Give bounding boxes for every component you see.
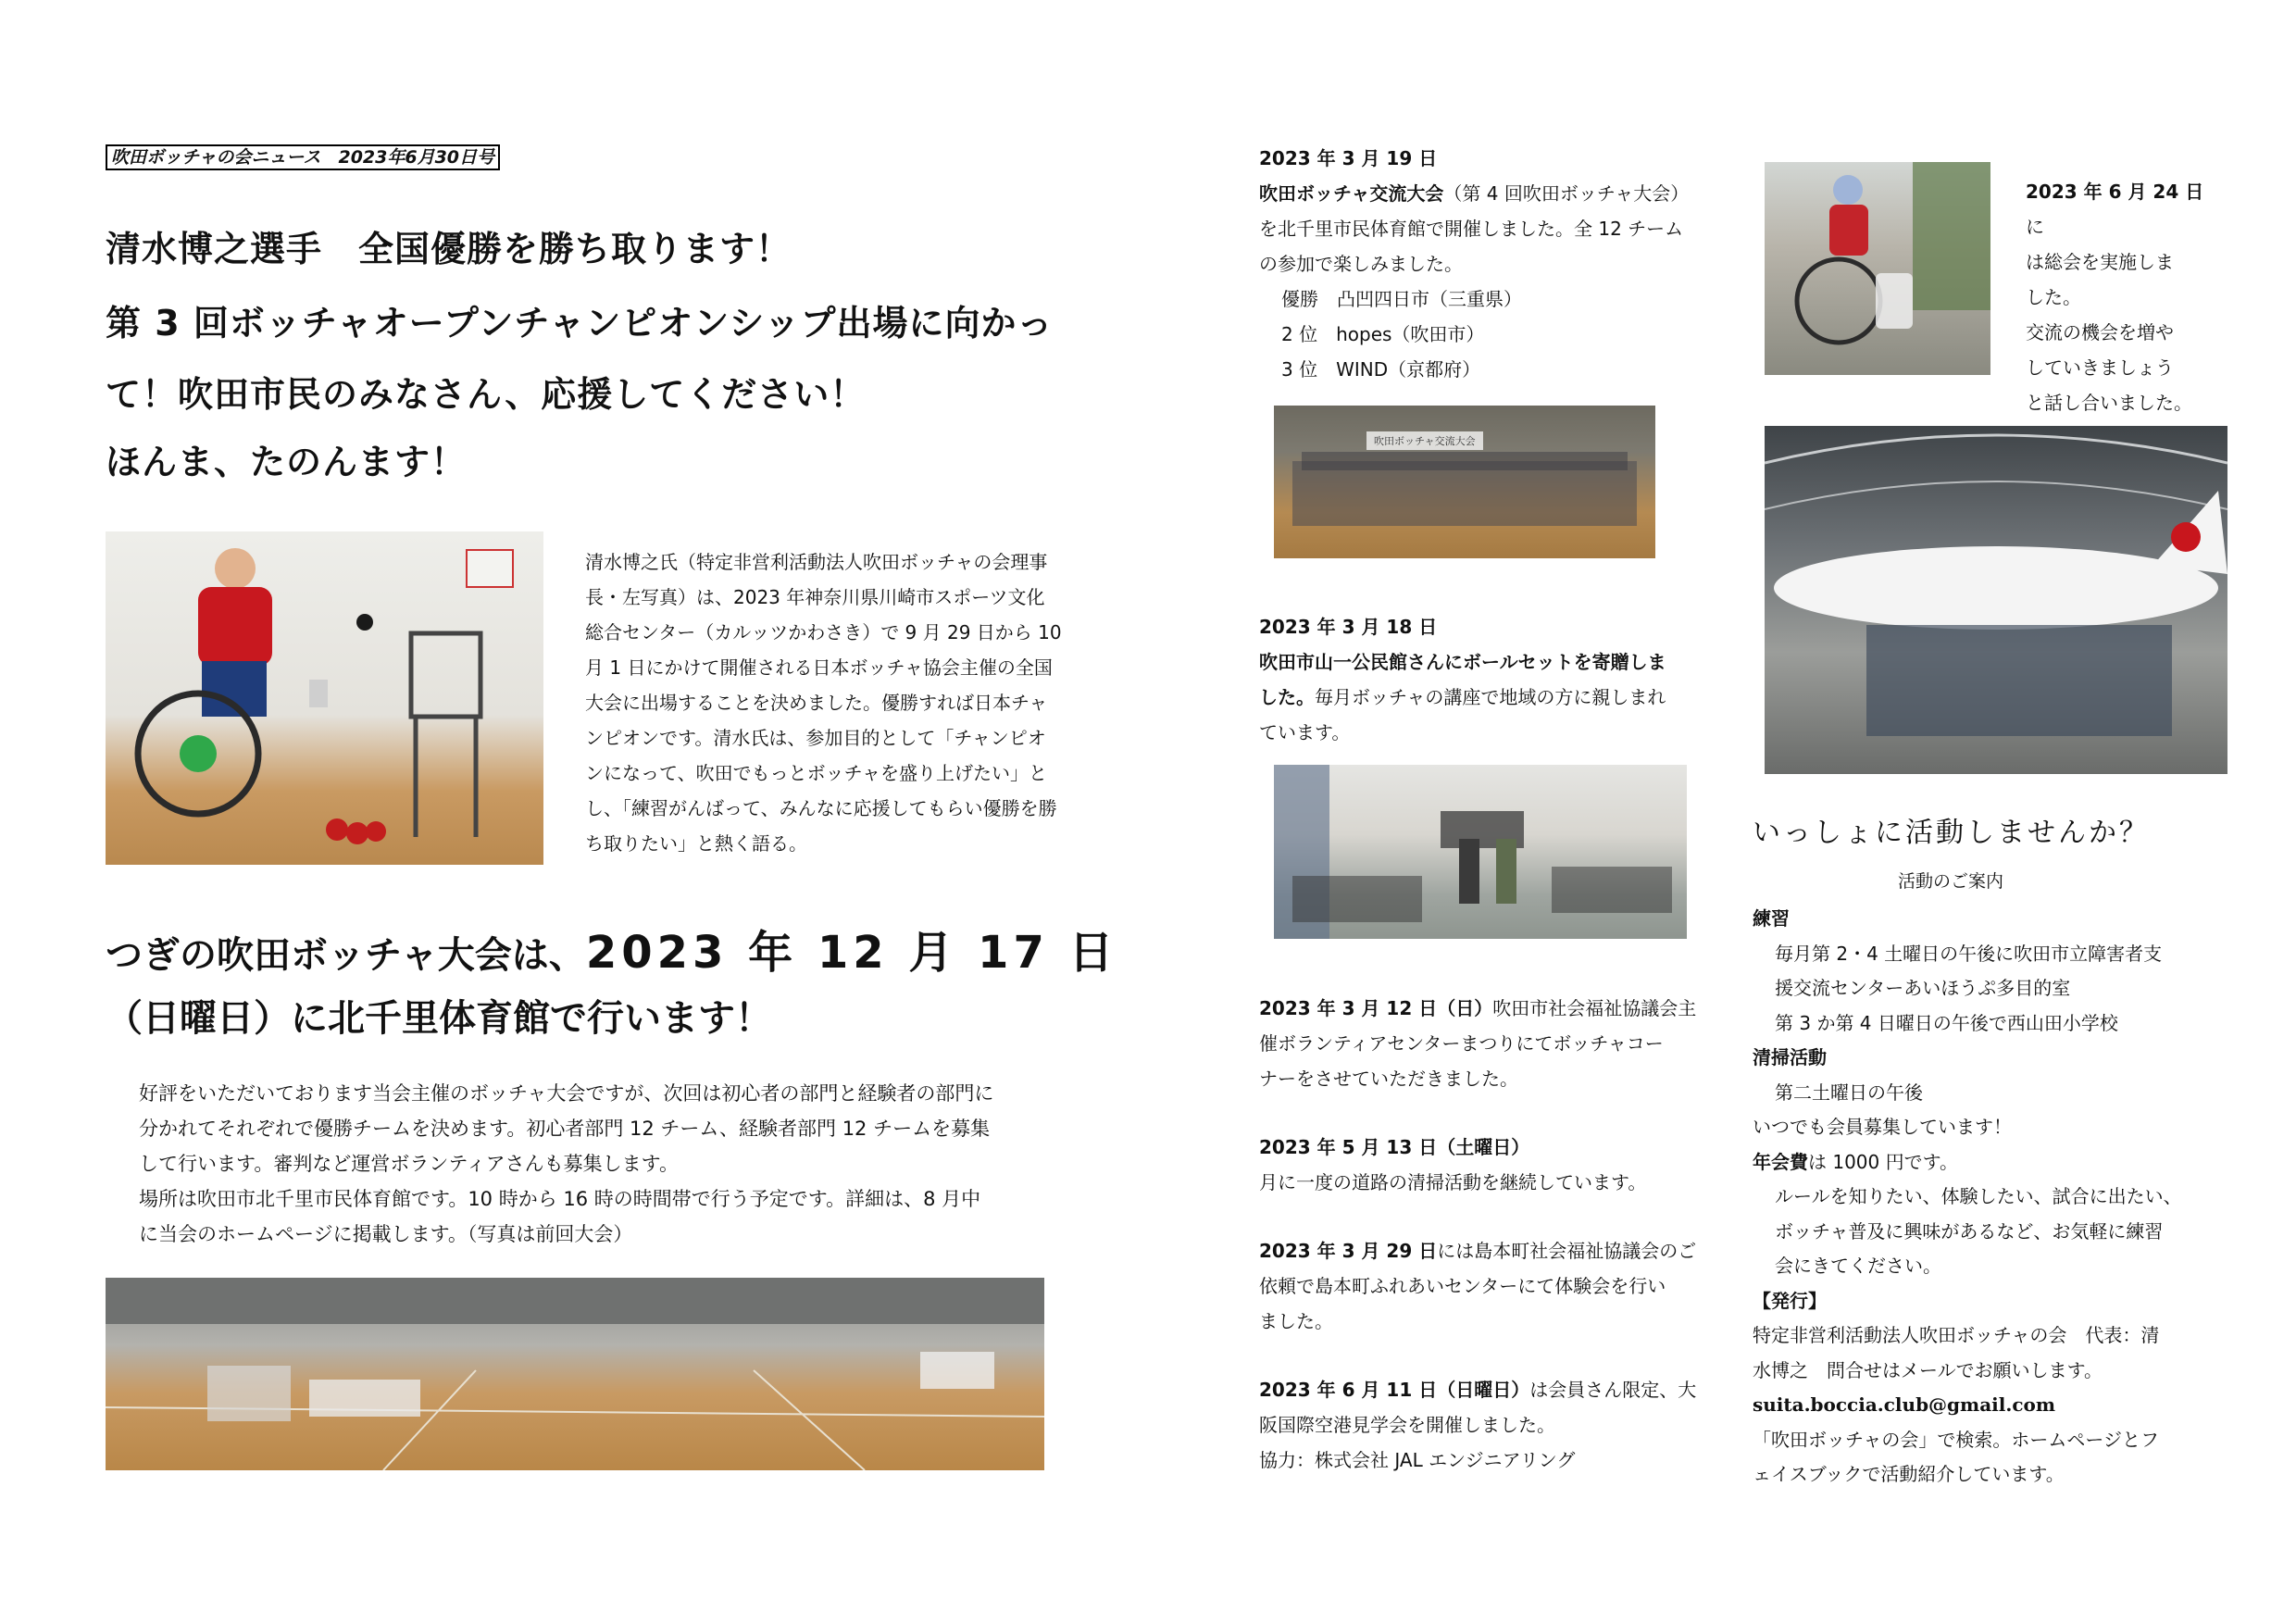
event-line: ました。 (1259, 1310, 1333, 1332)
event-2023-05-13 (1259, 1130, 1713, 1200)
appeal-line: ルールを知りたい、体験したい、試合に出たい、 (1775, 1185, 2182, 1207)
event-line: ナーをさせていただきました。 (1259, 1068, 1518, 1090)
event-line: には島本町社会福祉協議会のご (1437, 1240, 1697, 1262)
description-line: 場所は吹田市北千里市民体育館です。10 時から 16 時の時間帯で行う予定です。詳細は、8 月中 (139, 1188, 981, 1210)
event-date: 2023 年 3 月 19 日 (1259, 147, 1438, 169)
publisher-line: 水博之 問合せはメールでお願いします。 (1753, 1358, 2103, 1381)
activity-guide-label: 活動のご案内 (1898, 871, 2004, 892)
article-line: ンになって、吹田でもっとボッチャを盛り上げたい」と (585, 762, 1047, 784)
event-title: 吹田ボッチャ交流大会 (1259, 182, 1444, 205)
practice-label: 練習 (1753, 907, 1790, 930)
photo-previous-tournament (106, 1278, 1044, 1470)
invite-title: いっしょに活動しませんか？ (1753, 817, 2150, 849)
appeal-line: ボッチャ普及に興味があるなど、お気軽に練習 (1775, 1219, 2164, 1243)
event-2023-03-19 (1259, 141, 1713, 387)
event-title-detail: （第 4 回吹田ボッチャ大会） (1443, 182, 1690, 205)
next-tournament-heading (106, 917, 1118, 981)
headline-line-1: 清水博之選手 全国優勝を勝ち取ります！ (106, 229, 792, 269)
event-line: を北千里市民体育館で開催しました。全 12 チーム (1259, 218, 1684, 240)
event-line: した。 (2026, 286, 2081, 308)
event-date: 2023 年 3 月 12 日（日） (1259, 997, 1493, 1019)
article-line: し、「練習がんばって、みんなに応援してもらい優勝を勝 (585, 797, 1057, 819)
event-line: 吹田市山一公民館さんにボールセットを寄贈しま (1259, 651, 1666, 673)
group-illustration (1274, 406, 1655, 558)
description-line: 好評をいただいております当会主催のボッチャ大会ですが、次回は初心者の部門と経験者の部門に (139, 1082, 994, 1105)
event-result-2: 2 位 hopes（吹田市） (1281, 323, 1485, 345)
airplane-illustration (1765, 426, 2227, 774)
event-line: ています。 (1259, 721, 1351, 743)
article-line: ち取りたい」と熱く語る。 (585, 832, 807, 855)
photo-airport-hangar (1765, 426, 2227, 774)
newsletter-header: 吹田ボッチャの会ニュース 2023年6月30日号 (106, 144, 500, 170)
contact-email[interactable]: suita.boccia.club@gmail.com (1753, 1393, 2056, 1416)
practice-line: 援交流センターあいほうぷ多目的室 (1775, 977, 2071, 999)
event-result-3: 3 位 WIND（京都府） (1281, 358, 1481, 381)
event-2023-03-12 (1259, 991, 1713, 1096)
cleaning-illustration (1765, 162, 1990, 375)
article-line: 総合センター（カルッツかわさき）で 9 月 29 日から 10 (585, 621, 1062, 643)
event-line: 吹田市社会福祉協議会主 (1492, 997, 1697, 1019)
headline-line-4: ほんま、たのんます！ (106, 442, 468, 482)
event-date: 2023 年 5 月 13 日（土曜日） (1259, 1136, 1530, 1158)
next-tournament-date: 2023 年 12 月 17 日 (585, 927, 1118, 979)
hall-illustration (1274, 765, 1687, 939)
practice-line: 毎月第 2・4 土曜日の午後に吹田市立障害者支 (1775, 942, 2163, 965)
appeal-line: 会にきてください。 (1775, 1255, 1941, 1277)
event-line: 催ボランティアセンターまつりにてボッチャコー (1259, 1032, 1664, 1055)
shimizu-article (585, 544, 1104, 861)
event-2023-06-24 (2026, 174, 2211, 420)
event-line: していきましょう (2026, 356, 2174, 379)
publisher-label: 【発行】 (1753, 1289, 1827, 1312)
event-line: に (2026, 216, 2044, 238)
practice-line: 第 3 か第 4 日曜日の午後で西山田小学校 (1775, 1011, 2118, 1034)
activity-info (1753, 902, 2225, 1493)
fee-label: 年会費 (1753, 1150, 1808, 1173)
event-date: 2023 年 3 月 29 日 (1259, 1240, 1438, 1262)
event-line: 阪国際空港見学会を開催しました。 (1259, 1414, 1555, 1436)
event-line: 交流の機会を増や (2026, 321, 2174, 344)
event-2023-03-18 (1259, 609, 1713, 750)
fee-text: は 1000 円です。 (1808, 1150, 1959, 1173)
headline-line-3: て！吹田市民のみなさん、応援してください！ (106, 374, 867, 415)
photo-cleaning-activity (1765, 162, 1990, 375)
description-line: に当会のホームページに掲載します。（写真は前回大会） (139, 1223, 633, 1245)
photo-shimizu-player (106, 531, 543, 865)
event-line: 協力：株式会社 JAL エンジニアリング (1259, 1449, 1576, 1471)
recruit-line: いつでも会員募集しています！ (1753, 1116, 2012, 1138)
event-line: と話し合いました。 (2026, 392, 2192, 414)
photo-banner-text: 吹田ボッチャ交流大会 (1366, 431, 1483, 450)
event-date: 2023 年 6 月 11 日（日曜日） (1259, 1379, 1530, 1401)
search-line: ェイスブックで活動紹介しています。 (1753, 1463, 2065, 1485)
event-date: 2023 年 6 月 24 日 (2026, 181, 2204, 203)
next-tournament-intro: つぎの吹田ボッチャ大会は、 (106, 934, 586, 977)
article-line: 清水博之氏（特定非営利活動法人吹田ボッチャの会理事 (585, 551, 1048, 573)
search-line: 「吹田ボッチャの会」で検索。ホームページとフ (1753, 1428, 2159, 1451)
event-line: 月に一度の道路の清掃活動を継続しています。 (1259, 1171, 1647, 1193)
description-line: 分かれてそれぞれで優勝チームを決めます。初心者部門 12 チーム、経験者部門 12 チームを募集 (139, 1118, 991, 1140)
article-line: 長・左写真）は、2023 年神奈川県川崎市スポーツ文化 (585, 586, 1045, 608)
cleaning-label: 清掃活動 (1753, 1046, 1827, 1068)
event-date: 2023 年 3 月 18 日 (1259, 616, 1438, 638)
event-result-1: 優勝 凸凹四日市（三重県） (1281, 288, 1522, 310)
headline-line-2: 第 3 回ボッチャオープンチャンピオンシップ出場に向かっ (106, 303, 1054, 344)
event-line: は総会を実施しま (2026, 251, 2174, 273)
event-line: した。 (1259, 686, 1315, 708)
article-line: ンピオンです。清水氏は、参加目的として「チャンピオ (585, 727, 1046, 749)
gym-illustration (106, 1278, 1044, 1470)
event-line: の参加で楽しみました。 (1259, 253, 1463, 275)
article-line: 大会に出場することを決めました。優勝すれば日本チャ (585, 692, 1048, 714)
publisher-line: 特定非営利活動法人吹田ボッチャの会 代表：清 (1753, 1324, 2160, 1346)
event-2023-03-29 (1259, 1233, 1713, 1339)
description-line: して行います。審判など運営ボランティアさんも募集します。 (139, 1153, 679, 1175)
cleaning-line: 第二土曜日の午後 (1775, 1081, 1923, 1104)
player-illustration (106, 531, 543, 865)
event-2023-06-11 (1259, 1372, 1713, 1478)
event-line: 毎月ボッチャの講座で地域の方に親しまれ (1315, 686, 1666, 708)
next-tournament-venue: （日曜日）に北千里体育館で行います！ (106, 997, 772, 1040)
photo-exchange-tournament-group (1274, 406, 1655, 558)
photo-community-hall (1274, 765, 1687, 939)
event-line: 依頼で島本町ふれあいセンターにて体験会を行い (1259, 1275, 1666, 1297)
next-tournament-description (139, 1076, 1055, 1252)
event-line: は会員さん限定、大 (1529, 1379, 1697, 1401)
article-line: 月 1 日にかけて開催される日本ボッチャ協会主催の全国 (585, 656, 1053, 679)
